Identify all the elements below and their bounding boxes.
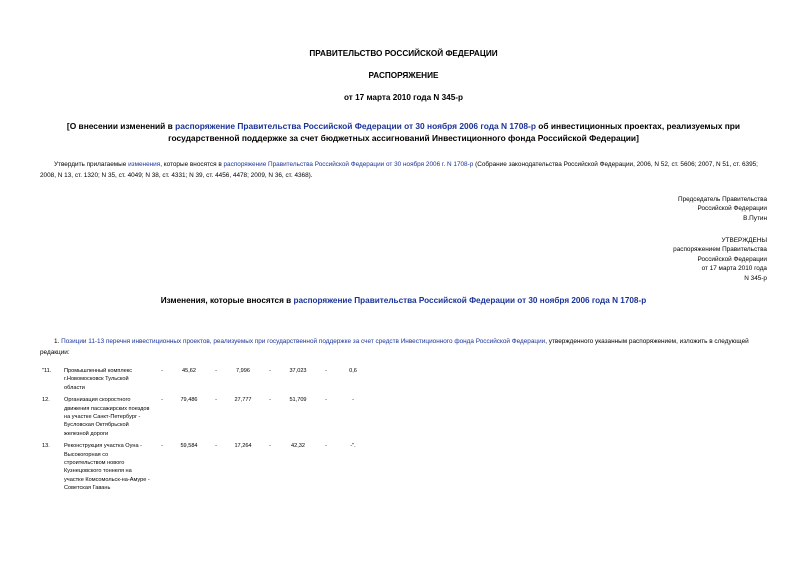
projects-table (40, 367, 370, 497)
changes-order-link[interactable]: распоряжение Правительства Российской Федерации от 30 ноября 2006 года N 1708-р (293, 296, 647, 305)
table-row: 12. Организация скоростного движения пассажирских поездов на участке Санкт-Петербург - Бусловская Октябрьской железной дороги - 79,486 - 27,777 - 51,709 - - (42, 397, 354, 437)
table-row: 13. Реконструкция участка Оуна - Высокогорная со строительством нового Кузнецовского тоннеля на участке Комсомольск-на-Амуре - Советская Гавань - 59,584 - 17,264 - 42,32 - -". (42, 443, 356, 492)
point-1-paragraph: 1. Позиции 11-13 перечня инвестиционных проектов, реализуемых при государственной поддержке за счет средств Инвестиционного фонда Российской Федерации, утвержденного указанным распоряжением, изложить в следующей редакции: (40, 338, 749, 356)
government-heading: ПРАВИТЕЛЬСТВО РОССИЙСКОЙ ФЕДЕРАЦИИ (309, 49, 498, 58)
approved-block: УТВЕРЖДЕНЫ распоряжением Правительства Российской Федерации от 17 марта 2010 года N 345-р (673, 237, 767, 282)
changes-title: Изменения, которые вносятся в распоряжение Правительства Российской Федерации от 30 ноября 2006 года N 1708-р (160, 296, 647, 305)
changes-link[interactable]: изменения (128, 161, 161, 168)
doc-type-heading: РАСПОРЯЖЕНИЕ (368, 71, 439, 80)
document-title: [О внесении изменений в распоряжение Правительства Российской Федерации от 30 ноября 2006 года N 1708-р об инвестиционных проектах, реализуемых при государственной поддержке за счет бюджетных ассигнований Инвестиционного фонда Российской Федерации] (66, 121, 741, 143)
intro-paragraph: Утвердить прилагаемые изменения, которые вносятся в распоряжение Правительства Российской Федерации от 30 ноября 2006 г. N 1708-р (Собрание законодательства Российской Федерации, 2006, N 52, ст. 5606; 2007, N 51, ст. 6395; 2008, N 13, ст. 1320; N 35, ст. 4049; N 38, ст. 4331; N 39, ст. 4456, 4478; 2009, N 36, ст. 4368). (40, 161, 758, 179)
table-row: "11. Промышленный комплекс г.Новомосковск Тульской области - 45,62 - 7,996 - 37,023 - 0,6 (42, 368, 357, 391)
signature-block: Председатель Правительства Российской Федерации В.Путин (678, 196, 767, 222)
positions-link[interactable]: Позиции 11-13 перечня инвестиционных проектов, реализуемых при государственной поддержке за счет средств Инвестиционного фонда Российской Федерации (61, 338, 546, 345)
doc-date-number: от 17 марта 2010 года N 345-р (344, 93, 463, 102)
intro-order-link[interactable]: распоряжение Правительства Российской Федерации от 30 ноября 2006 г. N 1708-р (223, 161, 474, 168)
title-link-order-1708[interactable]: распоряжение Правительства Российской Федерации от 30 ноября 2006 года N 1708-р (175, 121, 536, 131)
